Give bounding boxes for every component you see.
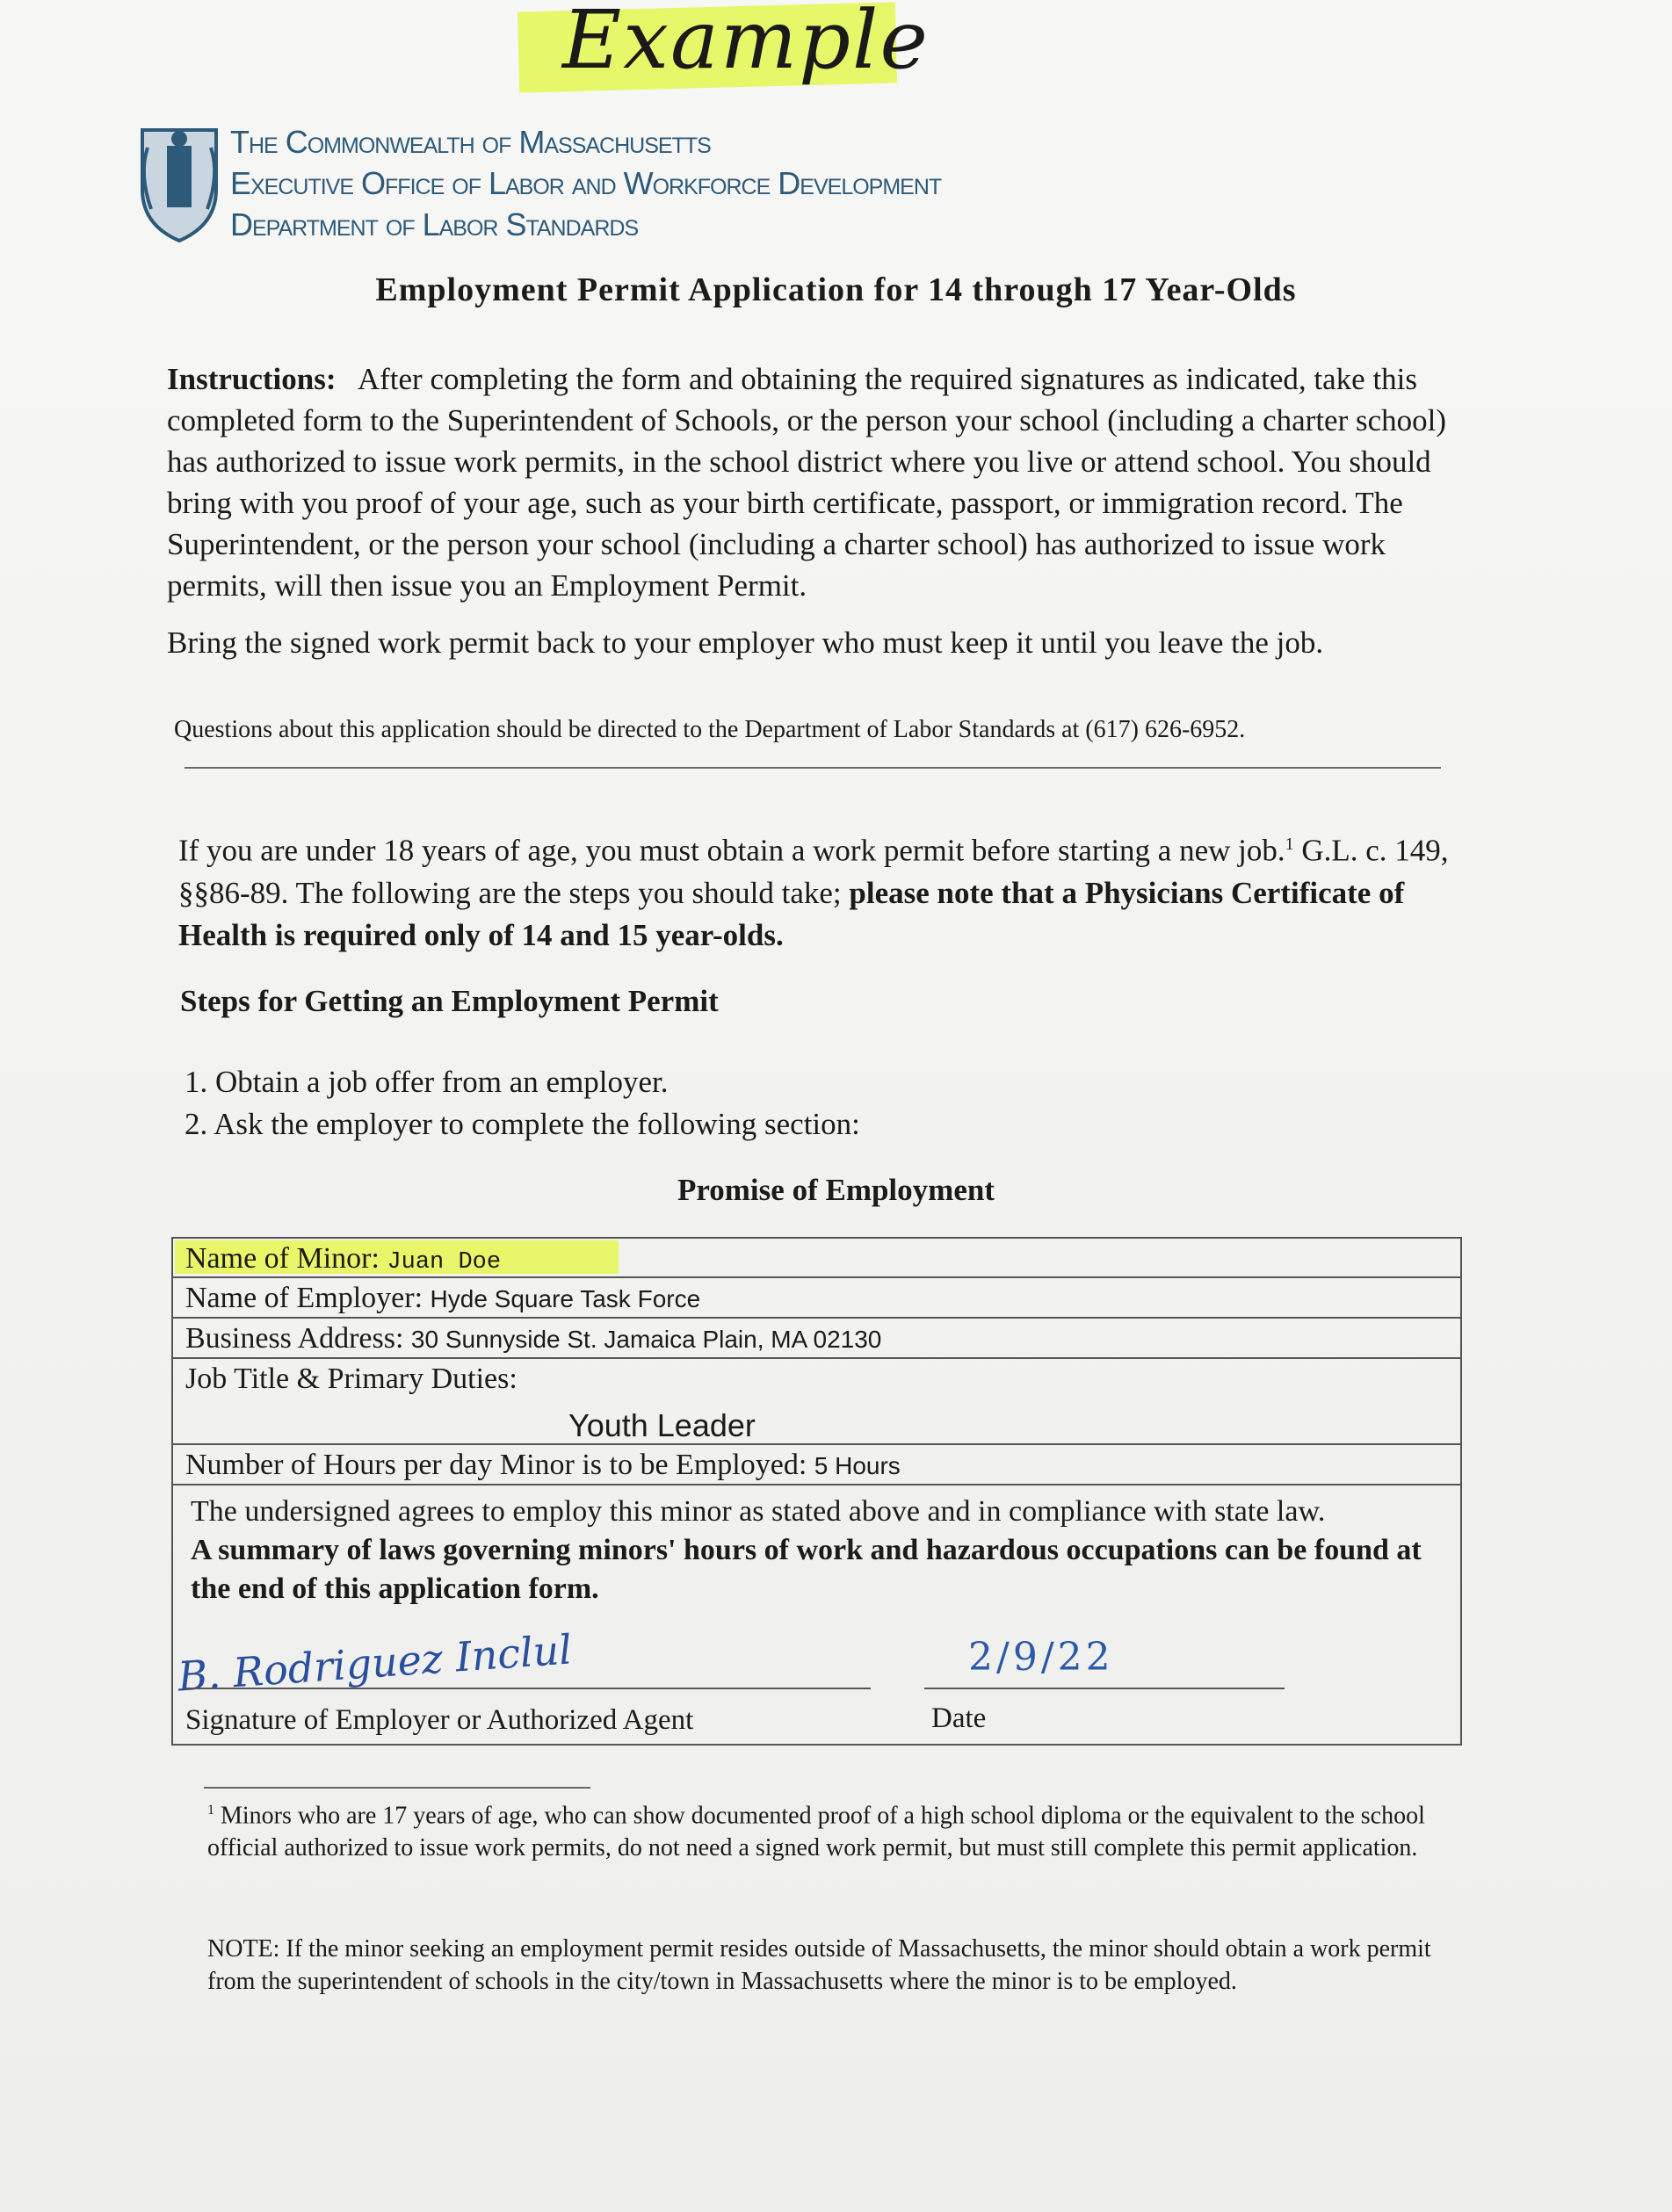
employer-field[interactable] <box>185 1282 700 1315</box>
intro-paragraph <box>178 823 1461 957</box>
hours-field[interactable] <box>185 1449 901 1482</box>
note-text: NOTE: If the minor seeking an employment permit resides outside of Massachusetts, the minor should obtain a work permit from the superintendent of schools in the city/town in Massachusetts where the minor is to be employed. <box>207 1935 1431 1995</box>
employer-row <box>173 1278 1460 1319</box>
address-value: 30 Sunnyside St. Jamaica Plain, MA 02130 <box>410 1326 882 1353</box>
duties-label: Job Title & Primary Duties: <box>185 1363 518 1395</box>
steps-heading: Steps for Getting an Employment Permit <box>180 984 719 1018</box>
minor-value: Juan Doe <box>387 1249 502 1276</box>
date-line <box>924 1688 1285 1689</box>
agency-header <box>230 121 941 245</box>
intro-part-1: If you are under 18 years of age, you must obtain a work permit before starting a new job. <box>178 833 1285 868</box>
footnote-marker: 1 <box>1285 835 1294 854</box>
step-item: 1. Obtain a job offer from an employer. <box>185 1065 669 1099</box>
signature-line <box>185 1688 871 1689</box>
address-label: Business Address: <box>185 1322 404 1355</box>
hours-label: Number of Hours per day Minor is to be Employed: <box>185 1449 807 1481</box>
agreement-bold: A summary of laws governing minors' hours of work and hazardous occupations can be found at the end of this application form. <box>191 1534 1422 1605</box>
promise-of-employment-form <box>171 1237 1462 1746</box>
agreement-row <box>173 1486 1460 1742</box>
questions-text: Questions about this application should be directed to the Department of Labor Standards at (617) 626-6952. <box>174 716 1246 743</box>
step-item: 2. Ask the employer to complete the following section: <box>185 1107 860 1141</box>
duties-value[interactable]: Youth Leader <box>568 1407 756 1443</box>
minor-row <box>173 1239 1460 1278</box>
address-field[interactable] <box>185 1322 881 1355</box>
instructions-paragraph <box>167 358 1458 606</box>
employer-label: Name of Employer: <box>185 1282 423 1314</box>
employer-signature[interactable]: B. Rodriguez Inclul <box>176 1625 574 1701</box>
instructions-text: After completing the form and obtaining the required signatures as indicated, take this completed form to the Superintendent of Schools, or the person your school (including a charter school) has authorized to issue work permits, in the school district where you live or attend school. You should bring with you proof of your age, such as your birth certificate, passport, or immigration record. The Superintendent, or the person your school (including a charter school) has authorized to issue work permits, will then issue you an Employment Permit. <box>167 362 1447 603</box>
footnote-mark: 1 <box>207 1803 214 1818</box>
agency-line-1: The Commonwealth of Massachusetts <box>230 124 711 160</box>
page-title: Employment Permit Application for 14 through 17 Year-Olds <box>375 271 1297 308</box>
steps-list <box>185 1061 860 1146</box>
agency-line-2: Executive Office of Labor and Workforce Development <box>230 165 942 201</box>
agreement-text <box>191 1493 1447 1608</box>
example-handwritten-label: Example <box>562 0 930 87</box>
agency-line-3: Department of Labor Standards <box>230 206 639 242</box>
date-label: Date <box>931 1702 987 1734</box>
footnote <box>207 1794 1473 1864</box>
signature-label: Signature of Employer or Authorized Agent <box>185 1704 694 1736</box>
employer-value: Hyde Square Task Force <box>430 1285 701 1312</box>
instructions-label: Instructions: <box>167 362 337 396</box>
agreement-plain: The undersigned agrees to employ this minor as stated above and in compliance with state law. <box>191 1495 1326 1528</box>
promise-title: Promise of Employment <box>677 1173 995 1207</box>
divider <box>185 767 1441 769</box>
hours-value: 5 Hours <box>814 1452 901 1479</box>
hours-row <box>173 1445 1460 1486</box>
bring-back-text: Bring the signed work permit back to your employer who must keep it until you leave the job. <box>167 625 1324 660</box>
duties-row <box>173 1359 1460 1445</box>
date-value[interactable]: 2/9/22 <box>968 1635 1114 1680</box>
massachusetts-seal-icon <box>130 121 228 244</box>
minor-field[interactable] <box>185 1242 501 1276</box>
address-row <box>173 1319 1460 1359</box>
minor-label: Name of Minor: <box>185 1242 380 1275</box>
intro-bold: please note that a Physicians Certificate of Health is required only of 14 and 15 year-olds. <box>178 875 1405 952</box>
footnote-text: Minors who are 17 years of age, who can show documented proof of a high school diploma or the equivalent to the school official authorized to issue work permits, do not need a signed work permit, but must still complete this permit application. <box>207 1802 1425 1862</box>
intro-part-2: G.L. c. 149, §§86-89. The following are the steps you should take; <box>178 833 1449 910</box>
footnote-divider <box>204 1787 590 1789</box>
